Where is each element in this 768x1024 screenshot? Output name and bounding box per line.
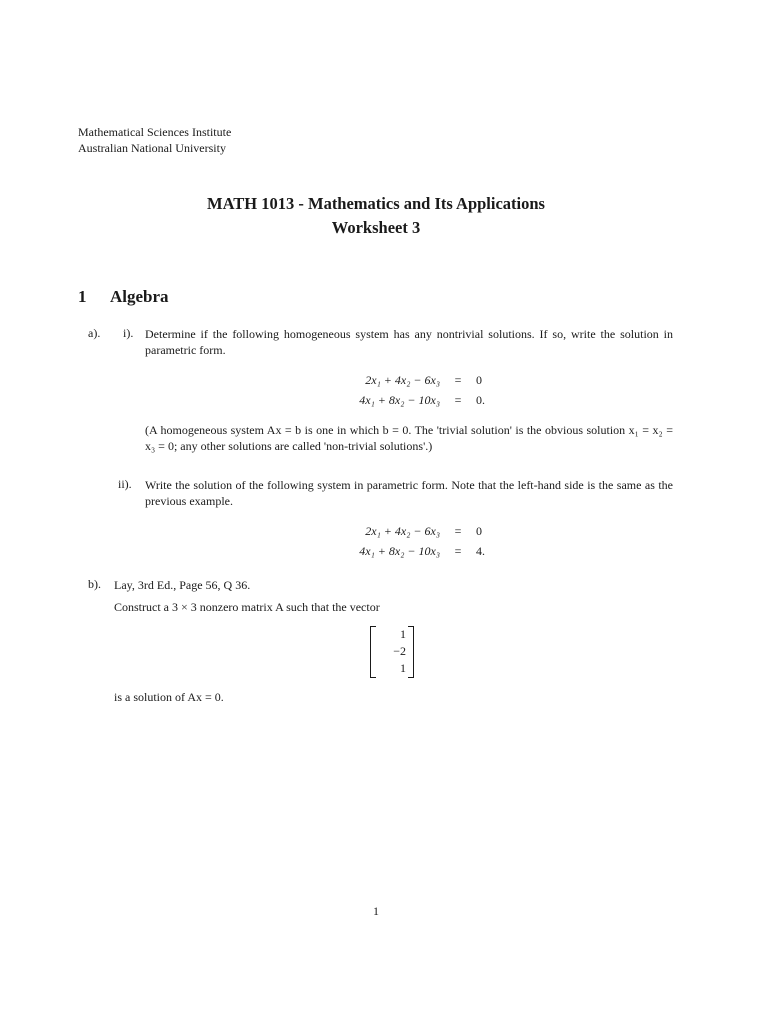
equation-relation: = xyxy=(454,544,462,558)
section-heading xyxy=(78,287,169,307)
equation-rhs: 4. xyxy=(476,544,485,558)
worksheet-title: Worksheet 3 xyxy=(331,218,421,237)
problem-b-label: b). xyxy=(88,577,101,591)
equation-row xyxy=(330,521,516,541)
vector-entry: 1 xyxy=(400,627,406,641)
equation-lhs: 4x₁ + 8x₂ − 10x₃ xyxy=(359,393,440,407)
equation-system-ii xyxy=(330,521,516,561)
vector-entry: −2 xyxy=(393,644,406,658)
part-ii-text: Write the solution of the following system in parametric form. Note that the left-hand side is the same as the previous example. xyxy=(145,478,673,508)
page-number: 1 xyxy=(373,904,379,918)
column-vector xyxy=(370,626,414,678)
equation-system-i xyxy=(330,370,516,410)
equation-relation: = xyxy=(454,373,462,387)
part-ii-label: ii). xyxy=(118,477,132,491)
section-title: Algebra xyxy=(110,287,169,306)
problem-b-conclusion: is a solution of Ax = 0. xyxy=(114,690,224,704)
equation-row xyxy=(330,370,516,390)
vector-entry: 1 xyxy=(400,661,406,675)
equation-row xyxy=(330,541,516,561)
equation-relation: = xyxy=(454,524,462,538)
part-i-note: (A homogeneous system Ax = b is one in which b = 0. The 'trivial solution' is the obvious solution x₁ = x₂ = x₃ = 0; any other solutions are called 'non-trivial solutions'.) xyxy=(145,423,673,453)
section-number: 1 xyxy=(78,287,87,306)
vector-entries xyxy=(378,626,406,677)
equation-lhs: 4x₁ + 8x₂ − 10x₃ xyxy=(359,544,440,558)
part-i-label: i). xyxy=(123,326,134,340)
problem-b-reference: Lay, 3rd Ed., Page 56, Q 36. xyxy=(114,578,251,592)
equation-lhs: 2x₁ + 4x₂ − 6x₃ xyxy=(365,373,440,387)
equation-rhs: 0 xyxy=(476,524,482,538)
university-name: Australian National University xyxy=(78,141,226,155)
equation-relation: = xyxy=(454,393,462,407)
problem-a-label: a). xyxy=(88,326,101,340)
equation-rhs: 0 xyxy=(476,373,482,387)
equation-rhs: 0. xyxy=(476,393,485,407)
institute-name: Mathematical Sciences Institute xyxy=(78,125,232,139)
equation-row xyxy=(330,390,516,410)
left-bracket xyxy=(370,626,376,678)
problem-b-text: Construct a 3 × 3 nonzero matrix A such that the vector xyxy=(114,600,380,614)
course-title: MATH 1013 - Mathematics and Its Applications xyxy=(207,194,545,213)
part-i-text: Determine if the following homogeneous system has any nontrivial solutions. If so, write the solution in parametric form. xyxy=(145,327,673,357)
equation-lhs: 2x₁ + 4x₂ − 6x₃ xyxy=(365,524,440,538)
right-bracket xyxy=(408,626,414,678)
